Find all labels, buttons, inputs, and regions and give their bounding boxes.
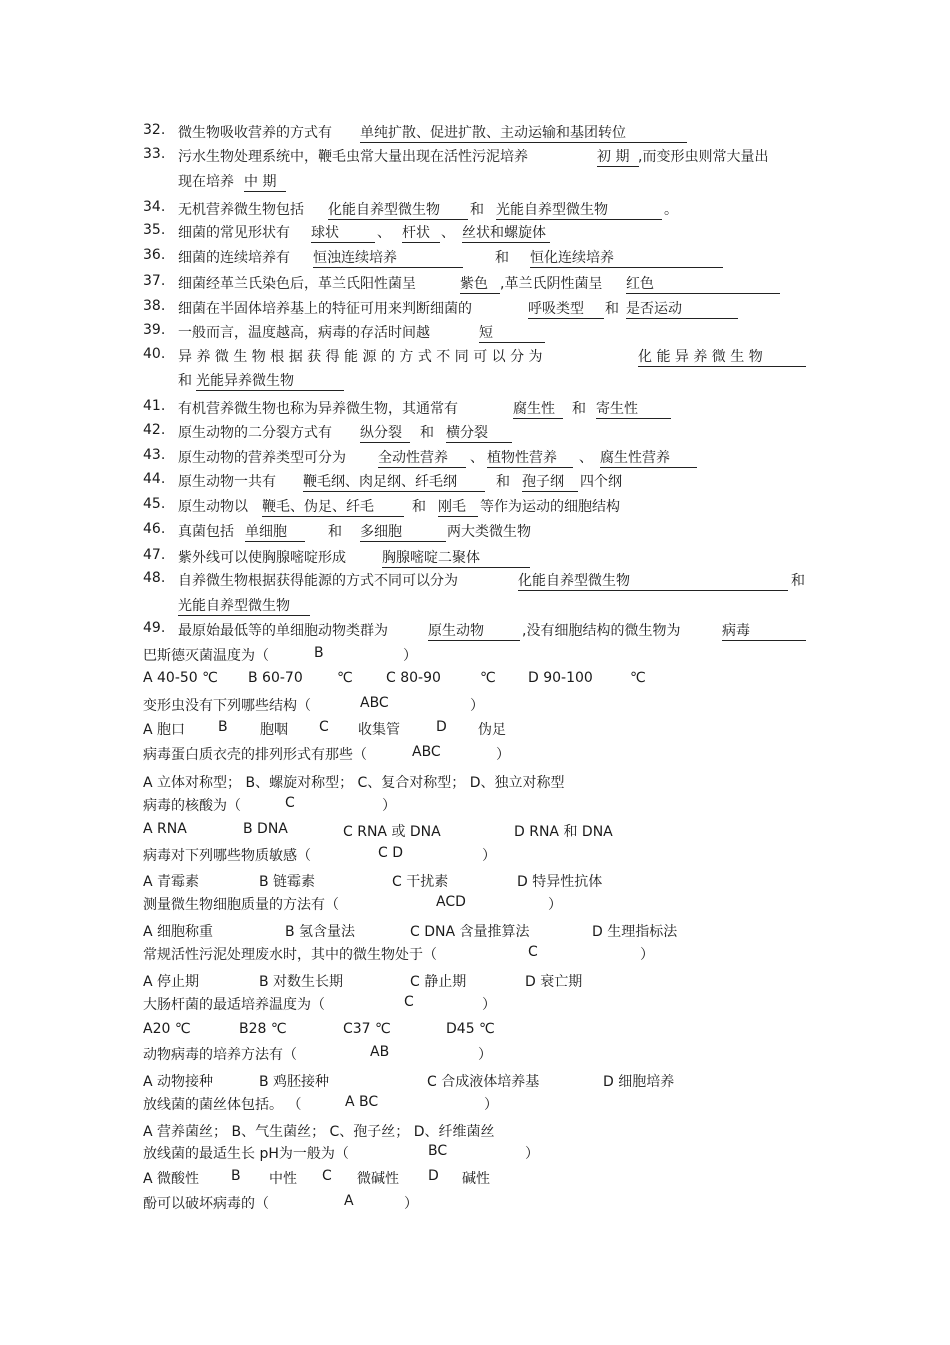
choice-bracket: ） <box>482 848 496 864</box>
choice-question: 病毒的核酸为（ <box>143 798 241 814</box>
choice-answer: C D <box>378 845 404 861</box>
choice-answer: A <box>344 1193 354 1209</box>
question-text: 细菌的连续培养有 <box>178 250 290 266</box>
question-text: 异 养 微 生 物 根 据 获 得 能 源 的 方 式 不 同 可 以 分 为 <box>178 349 543 365</box>
question-text: ,而变形虫则常大量出 <box>638 149 769 165</box>
choice-option: 胞咽 <box>260 722 288 738</box>
choice-option: A 40-50 ℃ <box>143 670 218 686</box>
question-number: 46. <box>143 521 166 537</box>
question-text: 原生动物以 <box>178 499 248 515</box>
choice-option: C 干扰素 <box>392 874 449 890</box>
question-text: 和 <box>328 524 342 540</box>
choice-bracket: ） <box>496 747 510 763</box>
choice-bracket: ） <box>482 997 496 1013</box>
choice-question: 动物病毒的培养方法有（ <box>143 1047 297 1063</box>
question-number: 37. <box>143 273 166 289</box>
answer-blank: 光能自养型微生物 <box>496 199 662 220</box>
question-number: 40. <box>143 346 166 362</box>
choice-option: B 60-70 <box>248 670 303 686</box>
choice-bracket: ） <box>382 798 396 814</box>
answer-blank: 恒化连续培养 <box>530 247 723 268</box>
question-text: 原生动物的二分裂方式有 <box>178 425 332 441</box>
choice-option: ℃ <box>630 670 646 686</box>
choice-option: 微碱性 <box>357 1171 399 1187</box>
answer-blank: 中 期 <box>244 171 286 192</box>
choice-question: 病毒对下列哪些物质敏感（ <box>143 848 311 864</box>
question-text: 现在培养 <box>178 174 234 190</box>
question-text: 一般而言，温度越高，病毒的存活时间越 <box>178 325 430 341</box>
choice-option: A 营养菌丝； B、气生菌丝； C、孢子丝； D、纤维菌丝 <box>143 1124 495 1140</box>
answer-blank: 腐生性 <box>513 398 563 419</box>
answer-blank: 病毒 <box>722 620 806 641</box>
choice-option: D <box>436 719 447 735</box>
answer-blank: 多细胞 <box>360 521 446 542</box>
answer-blank: 化 能 异 养 微 生 物 <box>638 346 806 367</box>
question-text: 、 <box>441 225 455 241</box>
question-text: 有机营养微生物也称为异养微生物，其通常有 <box>178 401 458 417</box>
choice-option: A RNA <box>143 821 187 837</box>
question-number: 39. <box>143 322 166 338</box>
answer-blank: 孢子纲 <box>522 471 578 492</box>
question-number: 47. <box>143 547 166 563</box>
question-text: 细菌经革兰氏染色后，革兰氏阳性菌呈 <box>178 276 416 292</box>
choice-answer: ACD <box>436 894 466 910</box>
answer-blank: 横分裂 <box>446 422 512 443</box>
question-text: 自养微生物根据获得能源的方式不同可以分为 <box>178 573 458 589</box>
question-text: 和 <box>605 301 619 317</box>
choice-bracket: ） <box>470 698 484 714</box>
answer-blank: 光能异养微生物 <box>196 370 344 391</box>
question-text: 和 <box>495 250 509 266</box>
choice-option: A 动物接种 <box>143 1074 214 1090</box>
answer-blank: 是否运动 <box>626 298 738 319</box>
choice-option: C <box>322 1168 332 1184</box>
answer-blank: 纵分裂 <box>360 422 410 443</box>
choice-option: A 青霉素 <box>143 874 200 890</box>
choice-option: D 生理指标法 <box>592 924 678 940</box>
question-text: 最原始最低等的单细胞动物类群为 <box>178 623 388 639</box>
choice-option: 中性 <box>269 1171 297 1187</box>
choice-question: 病毒蛋白质衣壳的排列形式有那些（ <box>143 747 367 763</box>
answer-blank: 红色 <box>626 273 780 294</box>
choice-bracket: ） <box>548 897 562 913</box>
answer-blank: 丝状和螺旋体 <box>462 222 550 243</box>
question-text: 细菌的常见形状有 <box>178 225 290 241</box>
question-text: 细菌在半固体培养基上的特征可用来判断细菌的 <box>178 301 472 317</box>
choice-bracket: ） <box>525 1146 539 1162</box>
choice-option: C 合成液体培养基 <box>427 1074 540 1090</box>
choice-option: D 特异性抗体 <box>517 874 603 890</box>
choice-option: B 氢含量法 <box>285 924 356 940</box>
question-text: 和 <box>178 373 192 389</box>
choice-answer: A BC <box>345 1094 379 1110</box>
question-text: 污水生物处理系统中，鞭毛虫常大量出现在活性污泥培养 <box>178 149 528 165</box>
choice-question: 大肠杆菌的最适培养温度为（ <box>143 997 325 1013</box>
answer-blank: 呼吸类型 <box>528 298 604 319</box>
choice-option: A 细胞称重 <box>143 924 214 940</box>
question-number: 45. <box>143 496 166 512</box>
answer-blank: 原生动物 <box>428 620 520 641</box>
choice-option: A 立体对称型； B、螺旋对称型； C、复合对称型； D、独立对称型 <box>143 775 565 791</box>
question-text: ,没有细胞结构的微生物为 <box>522 623 681 639</box>
question-text: 原生动物的营养类型可分为 <box>178 450 346 466</box>
choice-question: 测量微生物细胞质量的方法有（ <box>143 897 339 913</box>
choice-answer: ABC <box>412 744 441 760</box>
answer-blank: 化能自养型微生物 <box>518 570 788 591</box>
question-text: 原生动物一共有 <box>178 474 276 490</box>
answer-blank: 腐生性营养 <box>600 447 697 468</box>
choice-option: C DNA 含量推算法 <box>410 924 530 940</box>
choice-option: D45 ℃ <box>446 1021 495 1037</box>
choice-question: 变形虫没有下列哪些结构（ <box>143 698 311 714</box>
choice-option: B 对数生长期 <box>259 974 344 990</box>
choice-option: B 链霉素 <box>259 874 316 890</box>
choice-question: 放线菌的菌丝体包括。 （ <box>143 1097 302 1113</box>
question-number: 32. <box>143 122 166 138</box>
answer-blank: 刚毛 <box>438 496 478 517</box>
question-text: 和 <box>572 401 586 417</box>
choice-question: 巴斯德灭菌温度为（ <box>143 648 269 664</box>
question-text: 、 <box>579 450 593 466</box>
choice-option: B <box>231 1168 241 1184</box>
choice-answer: AB <box>370 1044 390 1060</box>
choice-bracket: ） <box>484 1097 498 1113</box>
question-text: 无机营养微生物包括 <box>178 202 304 218</box>
answer-blank: 鞭毛、伪足、纤毛 <box>262 496 404 517</box>
choice-option: 收集管 <box>358 722 400 738</box>
choice-option: D 90-100 <box>528 670 593 686</box>
question-number: 35. <box>143 222 166 238</box>
choice-answer: C <box>528 944 538 960</box>
choice-bracket: ） <box>403 648 417 664</box>
choice-option: D RNA 和 DNA <box>514 824 613 840</box>
choice-option: 伪足 <box>478 722 506 738</box>
question-text: 微生物吸收营养的方式有 <box>178 125 332 141</box>
choice-option: C37 ℃ <box>343 1021 391 1037</box>
question-number: 38. <box>143 298 166 314</box>
question-text: 等作为运动的细胞结构 <box>480 499 620 515</box>
question-text: 真菌包括 <box>178 524 234 540</box>
answer-blank: 单纯扩散、促进扩散、主动运输和基团转位 <box>360 122 687 143</box>
question-number: 49. <box>143 620 166 636</box>
choice-bracket: ） <box>404 1196 418 1212</box>
question-text: 两大类微生物 <box>447 524 531 540</box>
question-text: 、 <box>470 450 484 466</box>
choice-answer: C <box>404 994 414 1010</box>
question-text: 和 <box>470 202 484 218</box>
answer-blank: 全动性营养 <box>378 447 466 468</box>
choice-question: 常规活性污泥处理废水时，其中的微生物处于（ <box>143 947 437 963</box>
choice-option: A 停止期 <box>143 974 200 990</box>
answer-blank: 球状 <box>311 222 375 243</box>
question-number: 33. <box>143 146 166 162</box>
question-number: 43. <box>143 447 166 463</box>
choice-option: C 80-90 <box>386 670 441 686</box>
question-number: 34. <box>143 199 166 215</box>
answer-blank: 初 期 <box>597 146 639 167</box>
question-text: 和 <box>412 499 426 515</box>
question-number: 44. <box>143 471 166 487</box>
question-text: 和 <box>496 474 510 490</box>
question-text: ,革兰氏阴性菌呈 <box>500 276 603 292</box>
answer-blank: 恒浊连续培养 <box>313 247 463 268</box>
choice-question: 放线菌的最适生长 pH为一般为（ <box>143 1146 349 1162</box>
choice-answer: B <box>314 645 324 661</box>
choice-option: C RNA 或 DNA <box>343 824 441 840</box>
answer-blank: 紫色 <box>460 273 500 294</box>
answer-blank: 寄生性 <box>596 398 671 419</box>
choice-option: ℃ <box>337 670 353 686</box>
choice-answer: C <box>285 795 295 811</box>
answer-blank: 短 <box>479 322 545 343</box>
choice-option: C <box>319 719 329 735</box>
choice-option: D <box>428 1168 439 1184</box>
answer-blank: 胸腺嘧啶二聚体 <box>382 547 530 568</box>
question-text: 紫外线可以使胸腺嘧啶形成 <box>178 550 346 566</box>
choice-option: B 鸡胚接种 <box>259 1074 330 1090</box>
question-number: 36. <box>143 247 166 263</box>
choice-option: D 细胞培养 <box>603 1074 675 1090</box>
choice-bracket: ） <box>478 1047 492 1063</box>
choice-option: C 静止期 <box>410 974 467 990</box>
answer-blank: 单细胞 <box>245 521 305 542</box>
choice-option: ℃ <box>480 670 496 686</box>
choice-option: B DNA <box>243 821 288 837</box>
choice-bracket: ） <box>640 947 654 963</box>
answer-blank: 光能自养型微生物 <box>178 595 310 616</box>
question-text: 和 <box>791 573 805 589</box>
choice-option: A 微酸性 <box>143 1171 200 1187</box>
choice-option: B <box>218 719 228 735</box>
question-text: 、 <box>377 225 391 241</box>
answer-blank: 植物性营养 <box>487 447 573 468</box>
answer-blank: 鞭毛纲、肉足纲、纤毛纲 <box>303 471 485 492</box>
choice-option: A20 ℃ <box>143 1021 191 1037</box>
choice-option: D 衰亡期 <box>525 974 583 990</box>
choice-option: 碱性 <box>462 1171 490 1187</box>
choice-option: B28 ℃ <box>239 1021 287 1037</box>
choice-answer: ABC <box>360 695 389 711</box>
choice-option: A 胞口 <box>143 722 186 738</box>
question-number: 48. <box>143 570 166 586</box>
question-number: 41. <box>143 398 166 414</box>
question-number: 42. <box>143 422 166 438</box>
answer-blank: 杆状 <box>402 222 440 243</box>
question-text: 四个纲 <box>580 474 622 490</box>
question-text: 。 <box>664 202 678 218</box>
choice-answer: BC <box>428 1143 448 1159</box>
choice-question: 酚可以破坏病毒的（ <box>143 1196 269 1212</box>
question-text: 和 <box>420 425 434 441</box>
answer-blank: 化能自养型微生物 <box>328 199 468 220</box>
